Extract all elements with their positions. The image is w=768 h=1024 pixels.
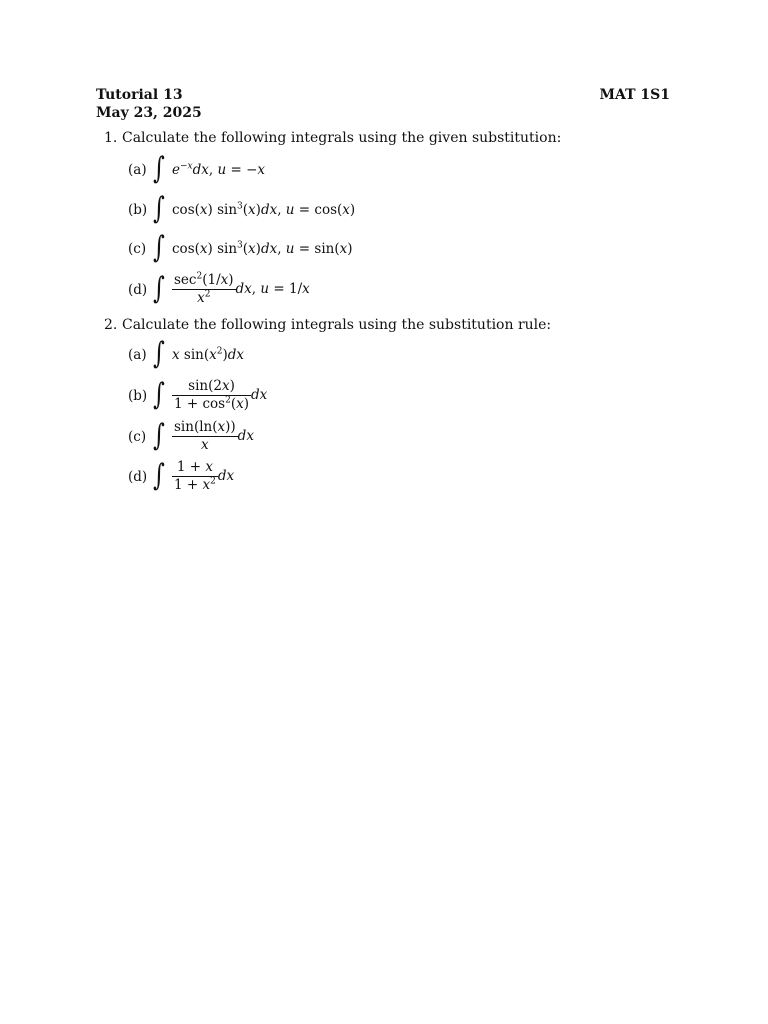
integral-sign: ∫ — [153, 377, 165, 412]
math-expression: x $\sin(x^2)dx$ — [172, 346, 245, 363]
math-expression: $e^{-x}dx$, u = −x — [172, 161, 266, 178]
integral-sign: ∫ — [153, 230, 165, 265]
course-code: MAT 1S1 — [599, 87, 670, 103]
integral-sign: ∫ — [153, 336, 165, 371]
tutorial-title: Tutorial 13 — [96, 87, 183, 103]
item-label: (b) — [128, 202, 148, 218]
question-number: 1. — [104, 130, 118, 146]
question-prompt: Calculate the following integrals using the given substitution: — [122, 130, 562, 146]
math-expression: $\frac{\sin(\ln(x))}{x}$ dx — [174, 419, 254, 453]
item-label: (d) — [128, 469, 148, 485]
integral-sign: ∫ — [153, 418, 165, 453]
integral-sign: ∫ — [153, 458, 165, 493]
header-left — [96, 86, 202, 122]
math-expression: $\frac{\sec^2(1/x)}{x^2}$ dx, u = 1/x — [174, 271, 310, 306]
item-label: (a) — [128, 347, 147, 363]
item-label: (b) — [128, 388, 148, 404]
integral-sign: ∫ — [153, 271, 165, 306]
math-expression: $\frac{1 + x}{1 + x^2}$ dx — [174, 459, 235, 493]
item-label: (c) — [128, 429, 147, 445]
question-prompt: Calculate the following integrals using the substitution rule: — [122, 317, 552, 333]
math-expression: $\frac{\sin(2x)}{1 + \cos^2(x)}$ dx — [174, 378, 268, 412]
integral-sign: ∫ — [153, 191, 165, 226]
integral-sign: ∫ — [153, 151, 165, 186]
item-label: (c) — [128, 241, 147, 257]
item-label: (a) — [128, 162, 147, 178]
question-number: 2. — [104, 317, 118, 333]
tutorial-date: May 23, 2025 — [96, 105, 202, 121]
math-expression: cos(x) $\sin^3(x)dx$, u = sin(x) — [172, 240, 353, 257]
math-expression: cos(x) $\sin^3(x)dx$, u = cos(x) — [172, 201, 356, 218]
item-label: (d) — [128, 282, 148, 298]
